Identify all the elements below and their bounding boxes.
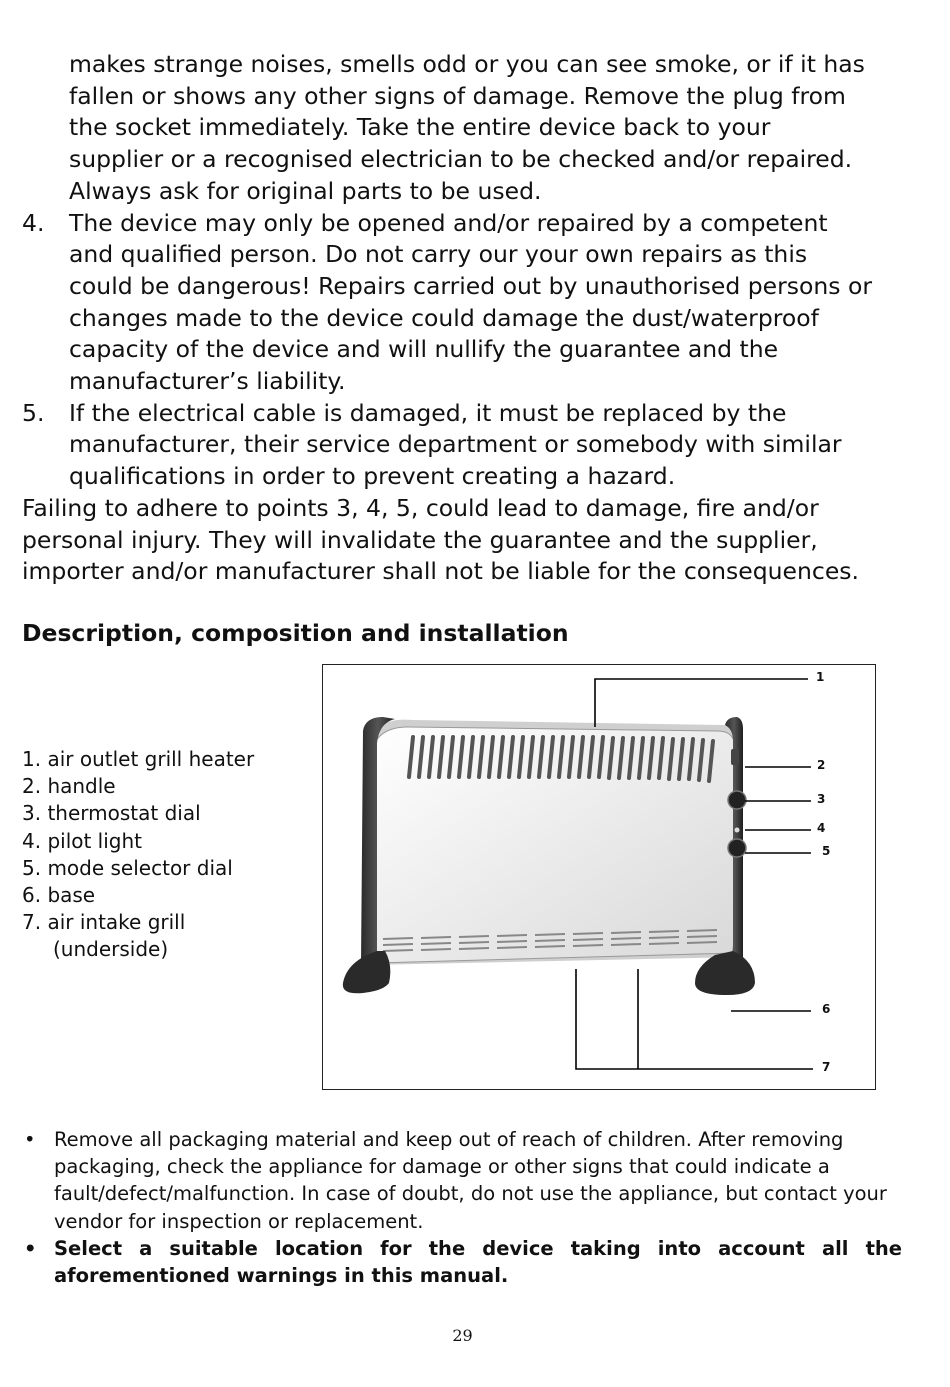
part-item: 7. air intake grill [22,910,186,935]
text-line: personal injury. They will invalidate the guarantee and the supplier, [22,525,818,554]
bullet-icon: • [24,1236,37,1260]
bullet-item [22,1126,902,1235]
continuation-paragraph [22,49,922,588]
bullet-text: Select a suitable location for the device taking into account all the aforementioned warnings in this manual. [54,1236,902,1288]
text-line: the socket immediately. Take the entire device back to your [69,113,771,142]
text-line: manufacturer’s liability. [69,367,346,396]
callout-label-3: 3 [817,792,826,806]
text-line: The device may only be opened and/or repaired by a competent [69,208,828,237]
left-foot [343,951,391,993]
text-line: qualifications in order to prevent creating a hazard. [69,462,676,491]
part-item: 1. air outlet grill heater [22,747,255,771]
text-line: makes strange noises, smells odd or you can see smoke, or if it has [69,50,865,78]
warning-paragraph [22,493,922,588]
heater-diagram [322,664,876,1090]
text-line: manufacturer, their service department or somebody with similar [69,430,842,459]
installation-bullets [22,1126,902,1289]
callout-label-5: 5 [822,844,831,858]
handle-icon [731,749,739,765]
pilot-light-icon [735,828,740,833]
list-item-5 [22,398,922,493]
text-line: Always ask for original parts to be used. [69,176,542,205]
part-item: 4. pilot light [22,828,143,853]
part-item: 3. thermostat dial [22,801,201,826]
part-item: 2. handle [22,774,116,799]
part-item: 5. mode selector dial [22,855,233,880]
text-line: Failing to adhere to points 3, 4, 5, could lead to damage, fire and/or [22,493,819,522]
part-item-continuation: (underside) [53,937,169,962]
parts-list [22,746,254,964]
section-heading: Description, composition and installation [22,619,569,647]
part-item: 6. base [22,883,96,908]
text-line: changes made to the device could damage the dust/waterproof [69,303,819,332]
thermostat-dial-icon [728,791,746,809]
mode-selector-dial-icon [728,839,746,857]
list-number: 4. [22,208,45,237]
text-line: importer and/or manufacturer shall not be liable for the consequences. [22,557,860,586]
heater-illustration [323,665,877,1091]
callout-label-6: 6 [822,1002,831,1016]
callout-label-2: 2 [817,758,826,772]
text-line: could be dangerous! Repairs carried out by unauthorised persons or [69,271,873,300]
callout-label-7: 7 [822,1060,831,1074]
callout-label-1: 1 [816,670,825,684]
list-item-4 [22,208,922,398]
bullet-text: Remove all packaging material and keep out of reach of children. After removing packaging, check the appliance for damage or other signs that could indicate a fault/defect/malfunction. In case of doubt, do not use the appliance, but contact your vendor for inspection or replacement. [54,1128,887,1233]
text-line: capacity of the device and will nullify the guarantee and the [69,335,779,364]
text-line: If the electrical cable is damaged, it must be replaced by the [69,398,787,427]
bullet-item-bold [22,1235,902,1289]
text-line: and qualified person. Do not carry our your own repairs as this [69,240,808,269]
text-line: fallen or shows any other signs of damage. Remove the plug from [69,81,846,110]
callout-label-4: 4 [817,821,826,835]
list-number: 5. [22,398,45,427]
text-line: supplier or a recognised electrician to be checked and/or repaired. [69,145,853,174]
page-number: 29 [452,1326,473,1345]
bullet-icon: • [24,1128,36,1151]
